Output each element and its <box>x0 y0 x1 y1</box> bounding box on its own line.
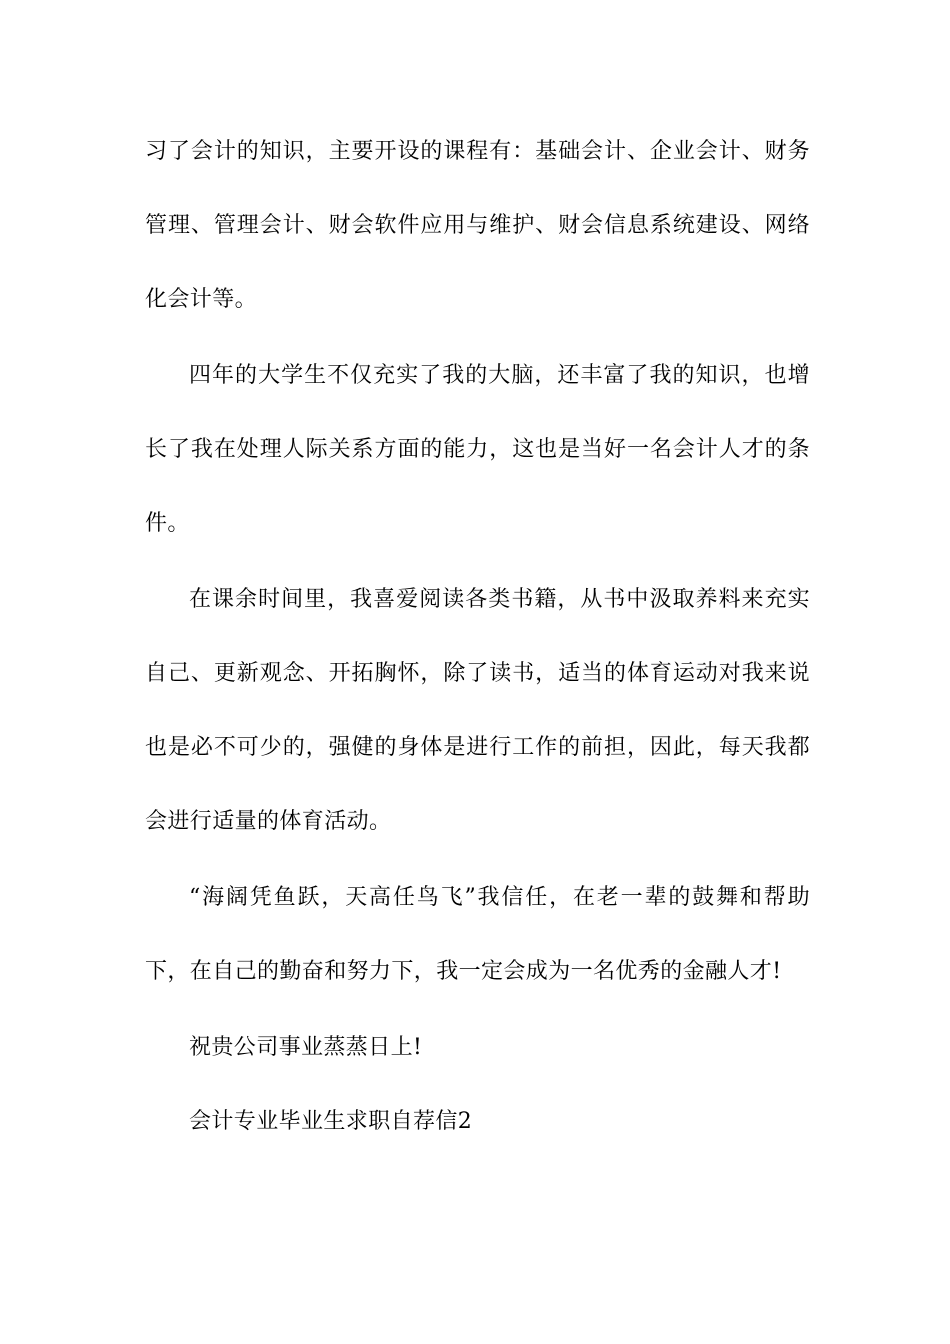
paragraph-4-line-2: 下，在自己的勤奋和努力下，我一定会成为一名优秀的金融人才! <box>145 959 782 984</box>
paragraph-2-line-2: 长了我在处理人际关系方面的能力，这也是当好一名会计人才的条 <box>145 437 810 462</box>
paragraph-1-line-1: 习了会计的知识，主要开设的课程有：基础会计、企业会计、财务 <box>145 139 810 164</box>
paragraph-3-line-2: 自己、更新观念、开拓胸怀，除了读书，适当的体育运动对我来说 <box>145 661 810 686</box>
paragraph-3-line-3: 也是必不可少的，强健的身体是进行工作的前担，因此，每天我都 <box>145 735 810 760</box>
closing-wish: 祝贵公司事业蒸蒸日上! <box>189 1035 423 1060</box>
paragraph-3-line-4: 会进行适量的体育活动。 <box>145 809 392 834</box>
paragraph-4-line-1: “海阔凭鱼跃，天高任鸟飞”我信任，在老一辈的鼓舞和帮助 <box>189 885 810 910</box>
paragraph-2-line-1: 四年的大学生不仅充实了我的大脑，还丰富了我的知识，也增 <box>189 363 810 388</box>
paragraph-2-line-3: 件。 <box>145 511 190 536</box>
paragraph-3-line-1: 在课余时间里，我喜爱阅读各类书籍，从书中汲取养料来充实 <box>189 587 810 612</box>
section-heading: 会计专业毕业生求职自荐信2 <box>189 1109 473 1134</box>
paragraph-1-line-2: 管理、管理会计、财会软件应用与维护、财会信息系统建设、网络 <box>145 213 810 238</box>
paragraph-1-line-3: 化会计等。 <box>145 287 258 312</box>
